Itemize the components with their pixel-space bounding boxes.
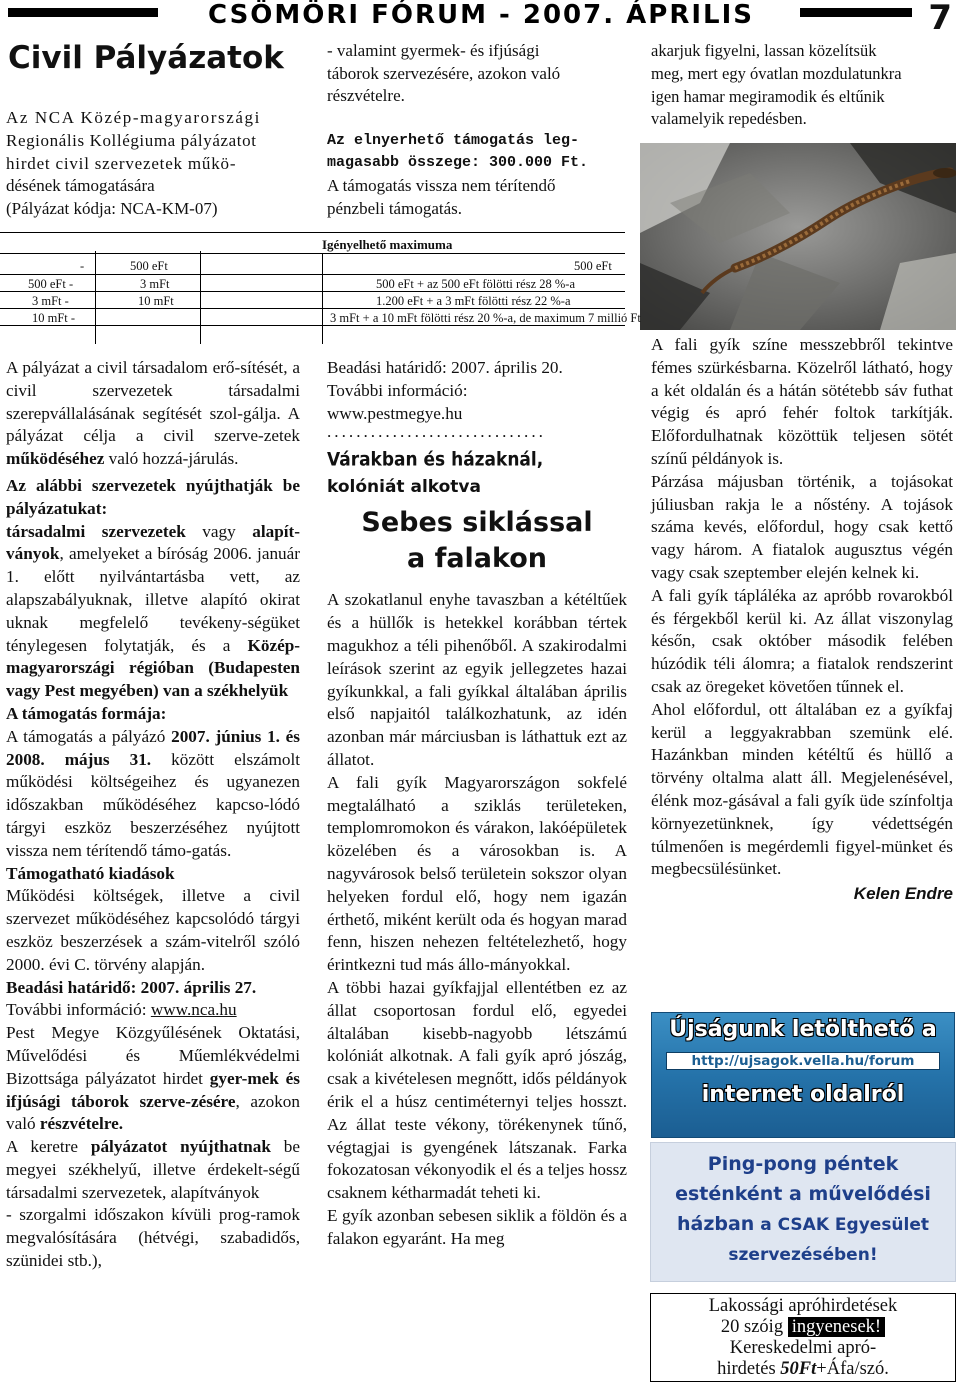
mid-intro-line: A támogatás vissza nem térítendő: [327, 175, 556, 195]
lizard-photo: [640, 143, 956, 330]
ping-line: szervezésében!: [728, 1245, 878, 1265]
table-cell: 3 mFt + a 10 mFt fölötti rész 20 %-a, de maximum 7 millió Ft: [330, 311, 641, 325]
pest-link[interactable]: www.pestmegye.hu: [327, 403, 463, 423]
classified-ad-notice: [650, 1293, 956, 1382]
mid-intro-line: - valamint gyermek- és ifjúsági: [327, 41, 540, 60]
deadline: Beadási határidő: 2007. április 27.: [6, 977, 257, 997]
deadline: Beadási határidő: 2007. április 20.: [327, 358, 563, 377]
table-cell: 3 mFt -: [32, 294, 69, 308]
paragraph: Pest Megye Közgyűlésének Oktatási, Művelődési és Műemlékvédelmi Bizottsága pályázatot hirdet gyer-mek és ifjúsági táborok szerve-zésére, azokon való részvételre.: [6, 1023, 300, 1134]
paragraph: Ahol előfordul, ott általában ez a gyíkfaj kerül a leggyakrabban szemünk elé. Hazánkban minden kétéltű és hüllő a törvény oltalma alatt áll. Megjelenésével, élénk moz-gásával a fali gyík üde színfoltja környezetünknek, így védettségén túlmenően is megérdemli figyel-münket és megbecsülésünket.: [651, 699, 953, 879]
author: Kelen Endre: [853, 884, 953, 904]
right-intro-line: meg, mert egy óvatlan mozdulatunkra: [651, 63, 902, 83]
paragraph: A fali gyík tápláléka az apróbb rovarokból és férgekből kerül ki. Az állat viszonylag későn, csak október második felében húzódik téli álomra; a fiatalok rendszerint csak az öregeket követően tűnnek el.: [651, 585, 953, 696]
paragraph: E gyík azonban sebesen siklik a földön és a falakon egyaránt. Ha meg: [327, 1205, 627, 1248]
pingpong-notice: [650, 1142, 956, 1282]
intro-line: Regionális Kollégiuma pályázatot: [6, 130, 257, 150]
mid-intro-line: táborok szervezésére, azokon való: [327, 63, 561, 83]
classified-line: Lakossági apróhirdetések: [708, 1296, 898, 1316]
promo-line: Újságunk letölthető a: [669, 1017, 937, 1042]
table-cell: 10 mFt -: [32, 311, 76, 325]
kicker: kolóniát alkotva: [327, 477, 481, 498]
paragraph: A pályázat a civil társadalom erő-sítését, a civil szervezetek társadalmi szerepvállalásának segítését szol-gálja. A pályázat célja a civil szerve-zetek működéséhez való hozzá-járulás.: [6, 358, 300, 469]
dotted-separator: ..............................: [327, 425, 546, 440]
intro-line: (Pályázat kódja: NCA-KM-07): [6, 199, 218, 219]
table-cell: 1.200 eFt + a 3 mFt fölötti rész 22 %-a: [376, 294, 571, 308]
classified-line: 20 szóig ingyenesek!: [651, 1317, 955, 1338]
table-cell: 500 eFt: [574, 259, 612, 273]
right-column: [651, 334, 953, 906]
paragraph: Működési költségek, illetve a civil szervezet működéséhez kapcsolódó tárgyi eszköz beszerzések a szám-vitelről szóló 2000. évi C. törvény alapján.: [6, 886, 300, 974]
table-cell: -: [80, 259, 85, 273]
support-form-heading: A támogatás formája:: [6, 703, 167, 723]
right-intro: [651, 40, 953, 131]
table-cell: 10 mFt: [138, 294, 174, 308]
table-hrule: [0, 274, 625, 275]
paragraph: A támogatás a pályázó 2007. június 1. és 2008. május 31. között elszámolt működési költségeihez és ugyanezen időszakban működéséhez kapcso-lódó tárgyi eszköz beszerzéséhez nyújtott vissza nem térítendő támo-gatás.: [6, 726, 300, 860]
masthead-rule-left: [8, 8, 158, 17]
paragraph: A fali gyík Magyarországon sokfelé megtalálható a sziklás területeken, templomromokon és várakon, lakóépületek közelében és a városokban is. A nagyvárosok belső területein sokszor olyan helyeken fordul elő, hogy nem igazán érthető, miként került oda és hogyan marad fenn, hiszen nehezen feltételezhető, hogy érintkezni tud más állo-mányokkal.: [327, 772, 627, 975]
support-table: [0, 232, 641, 345]
article-headline: a falakon: [406, 543, 548, 575]
table-header: Igényelhető maximuma: [322, 237, 453, 252]
table-cell: 500 eFt + az 500 eFt fölötti rész 28 %-a: [376, 277, 576, 291]
right-intro-line: valamelyik repedésben.: [651, 109, 807, 129]
expenses-heading: Támogatható kiadások: [6, 863, 175, 883]
mid-intro-line: pénzbeli támogatás.: [327, 198, 463, 218]
download-promo: [651, 1012, 955, 1138]
max-support-line: Az elnyerhető támogatás leg-: [327, 131, 580, 149]
intro-line: hirdet civil szervezetek műkö-: [6, 153, 237, 173]
table-vrule: [322, 253, 323, 344]
intro-line: Az NCA Közép-magyarországi: [6, 108, 261, 127]
classified-line: hirdetés 50Ft+Áfa/szó.: [717, 1359, 889, 1379]
table-cell: 3 mFt: [140, 277, 170, 291]
kicker: Várakban és házaknál,: [327, 449, 544, 472]
left-column: [6, 357, 300, 1273]
paragraph: A többi hazai gyíkfajjal ellentétben ez az állat csoportosan fordul elő, egyedei általában kisebb-nagyobb létszámú kolóniát alkotnak. A fali gyík apró jószág, csak a kivételesen megnőtt, idős példányok érik el a húsz centiméternyi teljes hosszt. Az állat teste vékony, törékenynek tűnő, végtagjai is gyengének látszanak. Farka fokozatosan vékonyodik el és a teljes hossz csaknem kétharmadát teheti ki.: [327, 977, 627, 1203]
paragraph: A szokatlanul enyhe tavaszban a kétéltűek és a hüllők is hetekkel korábban tértek magukhoz a téli pihenőből. A szakirodalmi leírások szerint az egyik jellegzetes hazai gyíkunkkal, a fali gyíkkal általában április első napjaitól találkozhatunk, az idén azonban már márciusban is láthattuk ezt az állatot.: [327, 590, 627, 769]
masthead-rule-right: [800, 8, 912, 17]
info-line: További információ:: [327, 380, 468, 400]
info-line: További információ: www.nca.hu: [6, 1000, 237, 1020]
middle-column: [327, 357, 627, 1251]
table-hrule: [0, 253, 625, 254]
table-cell: 500 eFt -: [28, 277, 74, 291]
section-title: Civil Pályázatok: [8, 40, 284, 76]
paragraph: A keretre pályázatot nyújthatnak be megyei székhelyű, illetve érdekelt-ségű társadalmi szervezetek, alapítványok: [6, 1137, 300, 1202]
intro-line: désének támogatására: [6, 176, 155, 196]
paragraph: Párzása májusban történik, a tojásokat júliusban rakja le a nőstény. A tojások száma kevés, előfordul, hogy csak kettő vagy három. A fiatalok augusztus végén vagy csak szeptember elején kelnek ki.: [651, 471, 953, 582]
right-intro-line: igen hamar megiramodik és eltűnik: [651, 86, 885, 106]
right-intro-line: akarjuk figyelni, lassan közelítsük: [651, 41, 877, 60]
ping-line: házban a CSAK Egyesület: [676, 1213, 930, 1235]
ping-line: esténként a művelődési: [675, 1183, 931, 1205]
article-headline: Sebes siklással: [361, 507, 593, 539]
table-vrule: [95, 251, 96, 344]
masthead-title: CSÖMÖRI FÓRUM - 2007. ÁPRILIS: [208, 0, 755, 30]
table-vrule: [200, 251, 201, 344]
promo-line: internet oldalról: [701, 1082, 905, 1107]
table-cell: 500 eFt: [130, 259, 168, 273]
classified-line: Kereskedelmi apró-: [729, 1338, 877, 1358]
ping-line: Ping-pong péntek: [707, 1153, 899, 1175]
promo-url[interactable]: http://ujsagok.vella.hu/forum: [666, 1052, 940, 1070]
mid-intro: [327, 40, 627, 220]
eligible-heading: Az alábbi szervezetek nyújthatják be pályázatukat:: [6, 475, 300, 518]
paragraph: A fali gyík színe messzebbről tekintve fémes szürkésbarna. Közelről látható, hogy a két oldalán és a hátán sötétebb sáv futhat végig és apró fehér foltok tarkítják. Előfordulhatnak közöttük teljesen sötét színű példányok is.: [651, 335, 953, 468]
mid-intro-line: részvételre.: [327, 86, 405, 106]
paragraph: - szorgalmi időszakon kívüli prog-ramok megvalósítására (hétvégi, szabadidős, szünidei stb.),: [6, 1205, 300, 1271]
max-support-line: magasabb összege: 300.000 Ft.: [327, 154, 589, 172]
paragraph: társadalmi szervezetek vagy alapít-ványok, amelyeket a bíróság 2006. január 1. előtt nyilvántartásba vett, az alapszabályuknak, illetve alapító okirat uknak megfelelő tevékeny-ségüket ténylegesen folytatják, és a Közép-magyarországi régióban (Budapesten vagy Pest megyében) van a székhelyük: [6, 521, 300, 701]
nca-link[interactable]: www.nca.hu: [150, 1000, 237, 1020]
left-intro: [6, 107, 300, 221]
page-number: 7: [928, 0, 952, 38]
